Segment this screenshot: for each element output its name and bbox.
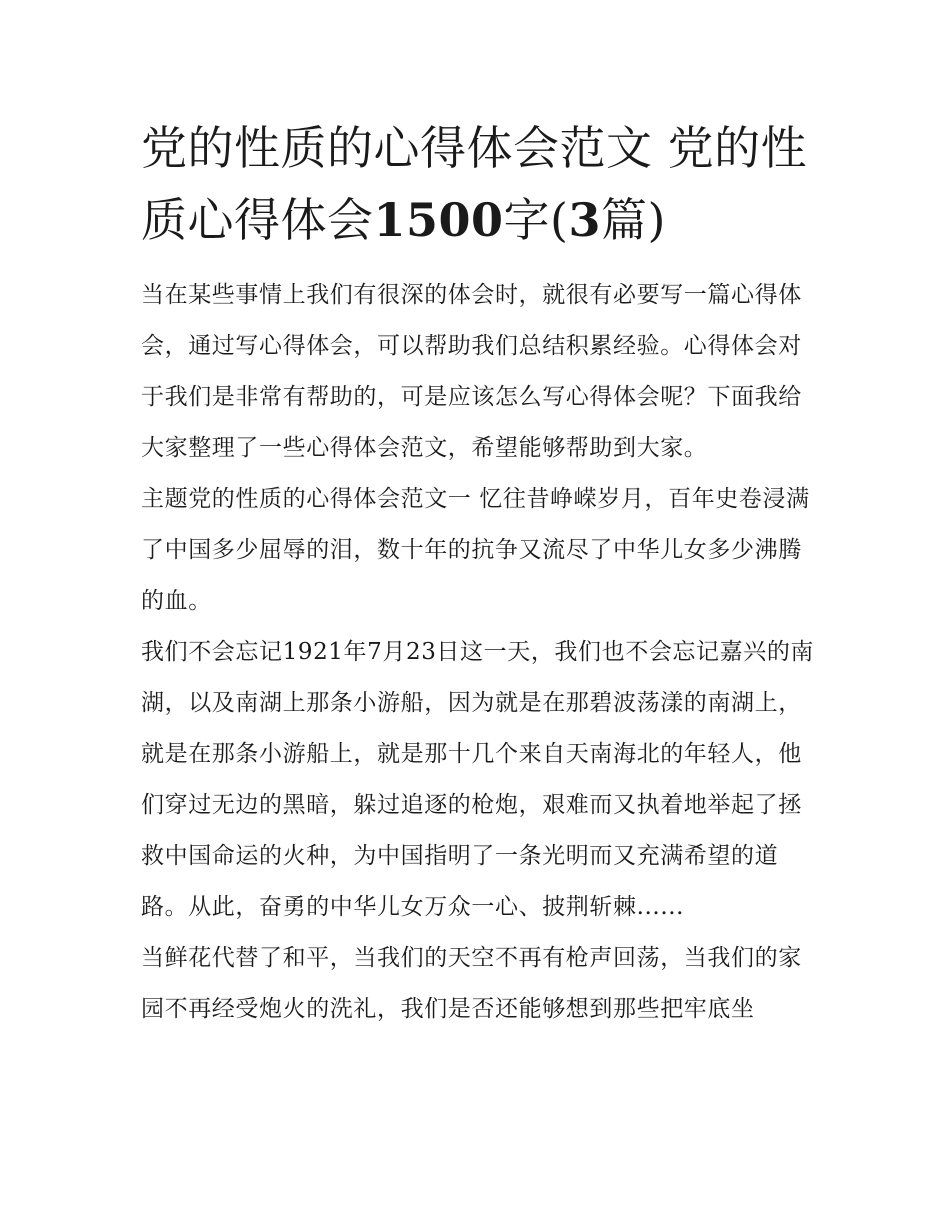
- document-content: [141, 112, 821, 1035]
- title-text-part5: 篇): [601, 193, 666, 247]
- paragraph-essay-one-opening: 主题党的性质的心得体会范文一 忆往昔峥嵘岁月，百年史卷浸满了中国多少屈辱的泪，数十年的抗争又流尽了中华儿女多少沸腾的血。: [141, 486, 810, 614]
- title-number-1500: 1500: [373, 193, 504, 247]
- paragraph-peace: 当鲜花代替了和平，当我们的天空不再有枪声回荡，当我们的家园不再经受炮火的洗礼，我们是否还能够想到那些把牢底坐: [141, 945, 802, 1022]
- paragraph-nanhu-boat: 我们不会忘记1921年7月23日这一天，我们也不会忘记嘉兴的南湖，以及南湖上那条小游船，因为就是在那碧波荡漾的南湖上，就是在那条小游船上，就是那十几个来自天南海北的年轻人，他们穿过无边的黑暗，躲过追逐的枪炮，艰难而又执着地举起了拯救中国命运的火种，为中国指明了一条光明而又充满希望的道路。从此，奋勇的中华儿女万众一心、披荆斩棘......: [141, 639, 815, 920]
- document-title: [141, 112, 821, 256]
- title-text-part1: 党的性质的心得体会范文 党的性质心得体会: [141, 121, 808, 247]
- title-text-part3: 字(: [503, 193, 569, 247]
- title-number-3: 3: [568, 193, 601, 247]
- paragraph-intro: 当在某些事情上我们有很深的体会时，就很有必要写一篇心得体会，通过写心得体会，可以帮助我们总结积累经验。心得体会对于我们是非常有帮助的，可是应该怎么写心得体会呢？下面我给大家整理了一些心得体会范文，希望能够帮助到大家。: [141, 282, 802, 461]
